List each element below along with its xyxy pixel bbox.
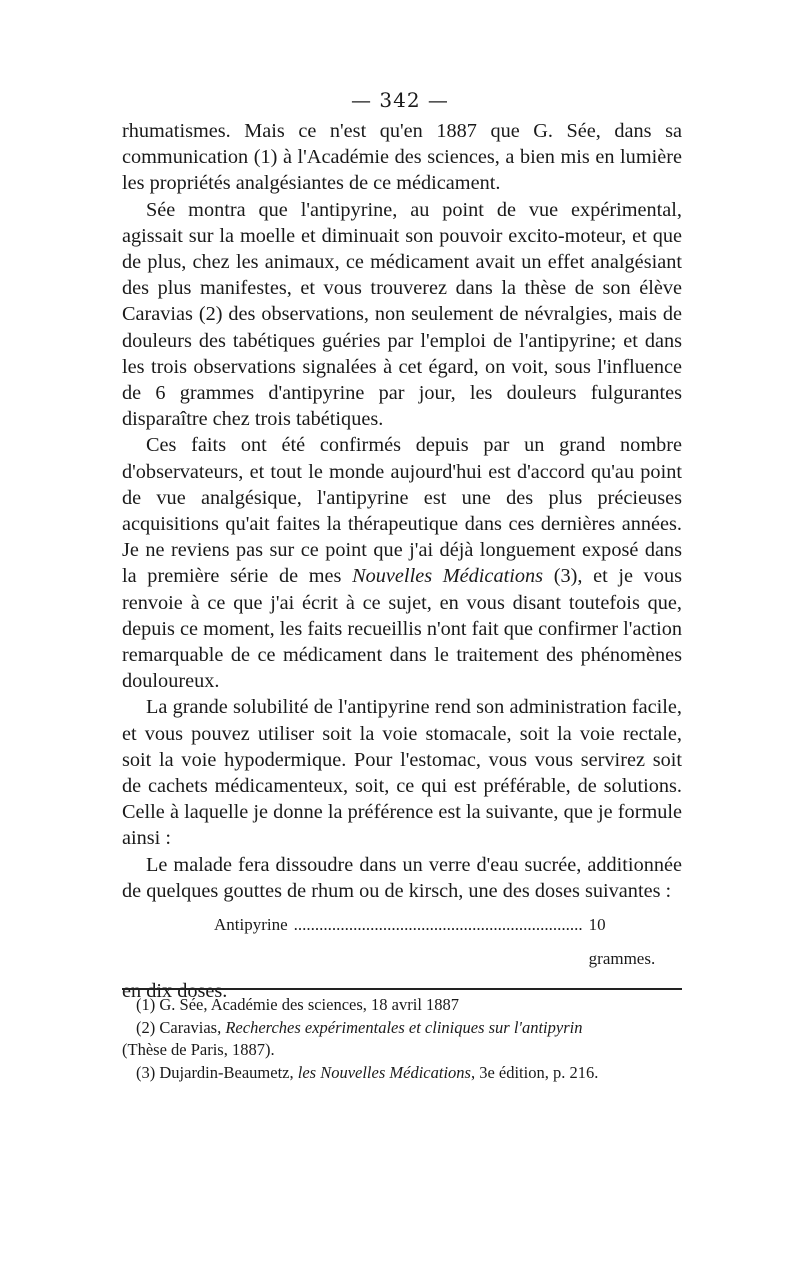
footnote-2-title: Recherches expérimentales et cliniques sur l'antipyrin (225, 1017, 583, 1037)
paragraph-3 (122, 432, 682, 694)
page-number: — 342 — (351, 88, 449, 112)
footnote-2-continuation: (Thèse de Paris, 1887). (122, 1040, 275, 1059)
footnote-2 (122, 1017, 682, 1040)
paragraph-5: Le malade fera dissoudre dans un verre d'eau sucrée, additionnée de quelques gouttes de rhum ou de kirsch, une des doses suivantes : (122, 853, 682, 902)
paragraph-1: rhumatismes. Mais ce n'est qu'en 1887 que G. Sée, dans sa communication (1) à l'Académie des sciences, a bien mis en lumière les propriétés analgésiantes de ce médicament. (122, 120, 682, 195)
formula-line (214, 908, 656, 976)
main-text (122, 118, 682, 1004)
formula-drug: Antipyrine (214, 915, 288, 935)
paragraph-3-text-b: (3), et je vous renvoie à ce que j'ai écrit à ce sujet, en vous disant toutefois que, depuis ce moment, les faits recueillis n'ont fait que confirmer l'action remarquable de ce médicament dans le traitement des phénomènes douloureux. (122, 565, 682, 693)
paragraph-4: La grande solubilité de l'antipyrine rend son administration facile, et vous pouvez utiliser soit la voie stomacale, soit la voie rectale, soit la voie hypodermique. Pour l'estomac, vous vous servirez soit de cachets médicamenteux, soit, ce qui est préférable, de solutions. Celle à laquelle je donne la préférence est la suivante, que je formule ainsi : (122, 696, 682, 850)
paragraph-6: en dix doses. (122, 980, 228, 1003)
footnote-2-author: (2) Caravias, (136, 1017, 226, 1037)
footnote-3-edition: , 3e édition, p. 216. (470, 1062, 599, 1082)
footnotes (122, 994, 682, 1084)
footnote-3-title: les Nouvelles Médications (297, 1062, 471, 1082)
footnote-1: (1) G. Sée, Académie des sciences, 18 avril 1887 (136, 995, 460, 1014)
formula-leader-dots: .................................................................... (293, 915, 583, 935)
formula-dose: 10 grammes. (588, 915, 656, 969)
paragraph-3-text-a: Ces faits ont été confirmés depuis par un grand nombre d'observateurs, et tout le monde aujourd'hui est d'accord qu'au point de vue analgésique, l'antipyrine est une des plus précieuses acquisitions qu'ait faites la thérapeutique dans ces dernières années. Je ne reviens pas sur ce point que j'ai déjà longuement exposé dans la première série de mes (122, 434, 682, 588)
paragraph-2: Sée montra que l'antipyrine, au point de vue expérimental, agissait sur la moelle et diminuait son pouvoir excito-moteur, et que de plus, chez les animaux, ce médicament avait un effet analgésiant des plus manifestes, et vous trouverez dans la thèse de son élève Caravias (2) des observations, non seulement de névralgies, mais de douleurs des tabétiques guéries par l'emploi de l'antipyrine; et dans les trois observations signalées à cet égard, on voit, sous l'influence de 6 grammes d'antipyrine par jour, les douleurs fulgurantes disparaître chez trois tabétiques. (122, 198, 682, 431)
footnote-divider (122, 988, 682, 990)
book-title-nouvelles-medications: Nouvelles Médications (352, 565, 544, 588)
footnote-3-author: (3) Dujardin-Beaumetz, (136, 1062, 298, 1082)
footnote-3 (122, 1062, 682, 1085)
